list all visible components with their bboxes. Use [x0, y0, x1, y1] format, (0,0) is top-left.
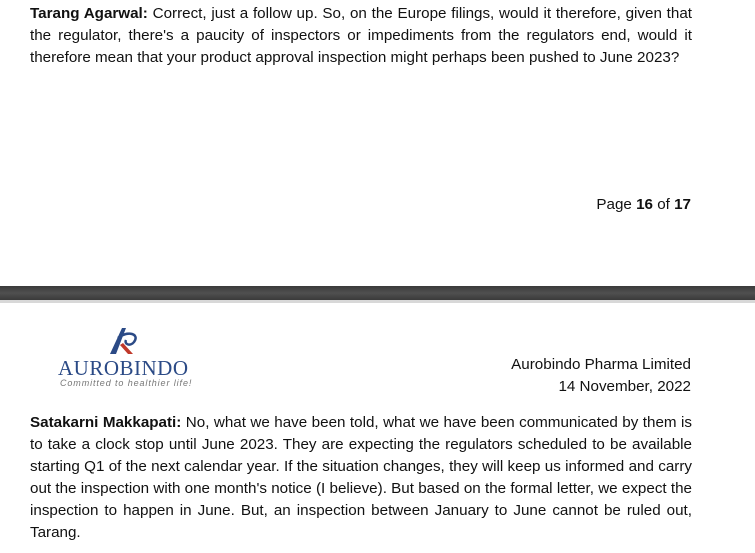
company-name: Aurobindo Pharma Limited [511, 356, 691, 373]
page-divider [0, 286, 755, 300]
logo-mark-icon [106, 324, 142, 356]
page-total: 17 [674, 196, 691, 213]
aurobindo-logo [58, 324, 198, 390]
speaker-name: Satakarni Makkapati: [30, 414, 182, 431]
transcript-paragraph-satakarni [30, 412, 692, 544]
speaker-name: Tarang Agarwal: [30, 5, 148, 22]
transcript-paragraph-tarang [30, 3, 692, 69]
page-current: 16 [636, 196, 653, 213]
speaker-text: Correct, just a follow up. So, on the Europe filings, would it therefore, given that the regulator, there's a paucity of inspectors or impediments from the regulators end, would it therefore mean that your product approval inspection might perhaps been pushed to June 2023? [30, 5, 692, 66]
logo-tagline: Committed to healthier life! [60, 378, 193, 388]
logo-wordmark: AUROBINDO [58, 356, 189, 380]
company-header [511, 354, 691, 398]
speaker-text: No, what we have been told, what we have been communicated by them is to take a clock stop until June 2023. They are expecting the regulators scheduled to be available starting Q1 of the next calendar year. If the situation changes, they will keep us informed and carry out the inspection with one month's notice (I believe). But based on the formal letter, we expect the inspection to happen in June. But, an inspection between January to June cannot be ruled out, Tarang. [30, 414, 692, 541]
page-number: Page 16 of 17 [596, 196, 691, 213]
document-date: 14 November, 2022 [558, 378, 691, 395]
